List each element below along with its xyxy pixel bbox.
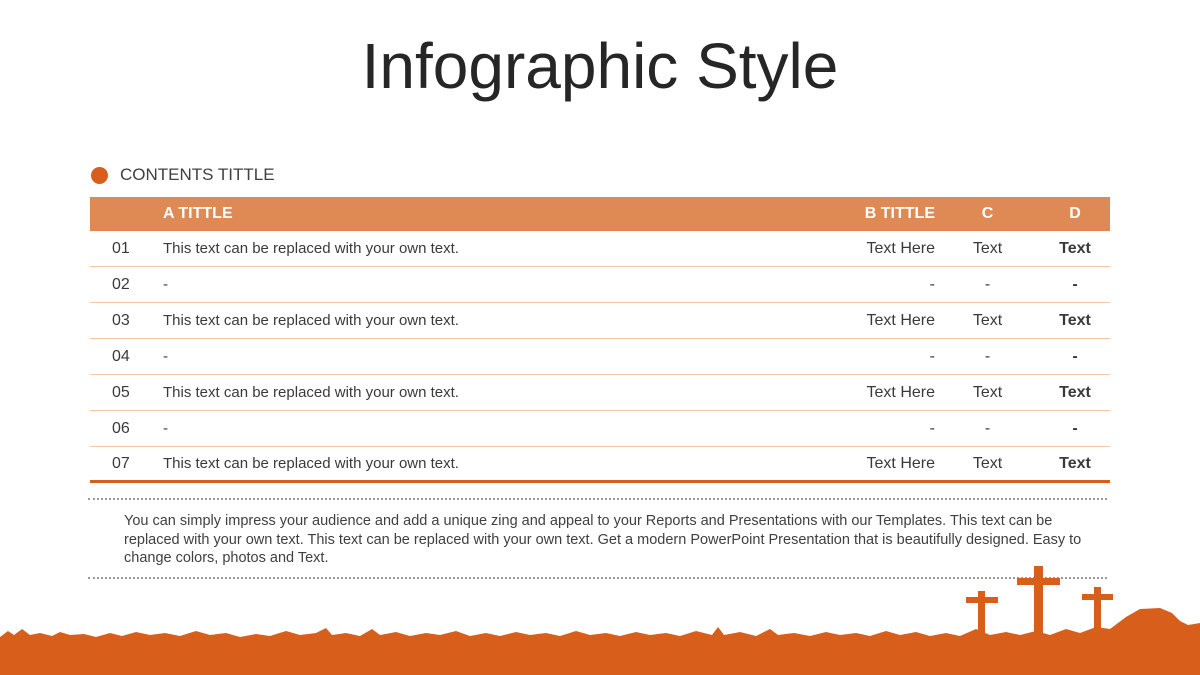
cell-d: - <box>1072 419 1078 437</box>
graveyard-crosses-silhouette-icon <box>0 565 1200 675</box>
row-number: 02 <box>112 275 130 293</box>
cell-b: Text Here <box>866 383 935 401</box>
cell-c: Text <box>972 311 1003 329</box>
cell-d: - <box>1072 275 1078 293</box>
cell-c: - <box>984 347 991 365</box>
row-number: 07 <box>112 454 130 472</box>
cell-a: - <box>163 348 168 365</box>
contents-heading <box>91 164 275 186</box>
cell-c: Text <box>972 239 1003 257</box>
dotted-divider-top <box>88 498 1107 500</box>
cell-b: - <box>929 275 935 293</box>
cell-c: Text <box>972 383 1003 401</box>
header-a: A TITTLE <box>163 204 233 222</box>
cell-d: - <box>1072 347 1078 365</box>
contents-heading-text: CONTENTS TITTLE <box>120 165 275 184</box>
table-row <box>90 447 1110 483</box>
table-header-row <box>90 197 1110 231</box>
row-number: 06 <box>112 419 130 437</box>
cell-d: Text <box>1059 311 1091 329</box>
table-row <box>90 231 1110 267</box>
cell-b: Text Here <box>866 311 935 329</box>
row-number: 04 <box>112 347 130 365</box>
row-number: 01 <box>112 239 130 257</box>
slide-title: Infographic Style <box>361 30 839 102</box>
cell-a: This text can be replaced with your own text. <box>163 312 459 329</box>
data-table <box>90 197 1110 483</box>
description-text: You can simply impress your audience and add a unique zing and appeal to your Reports and Presentations with our Templates. This text can be replaced with your own text. This text can be replaced with your own text. Get a modern PowerPoint Presentation that is beautifully designed. Easy to change colors, photos and Text. <box>124 513 1082 566</box>
cell-d: Text <box>1059 239 1091 257</box>
cell-a: - <box>163 276 168 293</box>
cell-a: - <box>163 420 168 437</box>
cell-a: This text can be replaced with your own text. <box>163 384 459 401</box>
row-number: 05 <box>112 383 130 401</box>
table-row <box>90 339 1110 375</box>
cell-a: This text can be replaced with your own text. <box>163 240 459 257</box>
cell-c: - <box>984 419 991 437</box>
row-number: 03 <box>112 311 130 329</box>
cell-b: - <box>929 347 935 365</box>
cell-b: - <box>929 419 935 437</box>
table-row <box>90 303 1110 339</box>
cell-d: Text <box>1059 383 1091 401</box>
header-d: D <box>1069 204 1081 222</box>
table-row <box>90 267 1110 303</box>
header-c: C <box>981 204 994 222</box>
table-row <box>90 375 1110 411</box>
cell-c: Text <box>972 454 1003 472</box>
cell-c: - <box>984 275 991 293</box>
header-b: B TITTLE <box>864 204 935 222</box>
bullet-dot-icon <box>91 167 108 184</box>
cell-b: Text Here <box>866 454 935 472</box>
cell-d: Text <box>1059 454 1091 472</box>
cell-b: Text Here <box>866 239 935 257</box>
table-row <box>90 411 1110 447</box>
cell-a: This text can be replaced with your own text. <box>163 455 459 472</box>
